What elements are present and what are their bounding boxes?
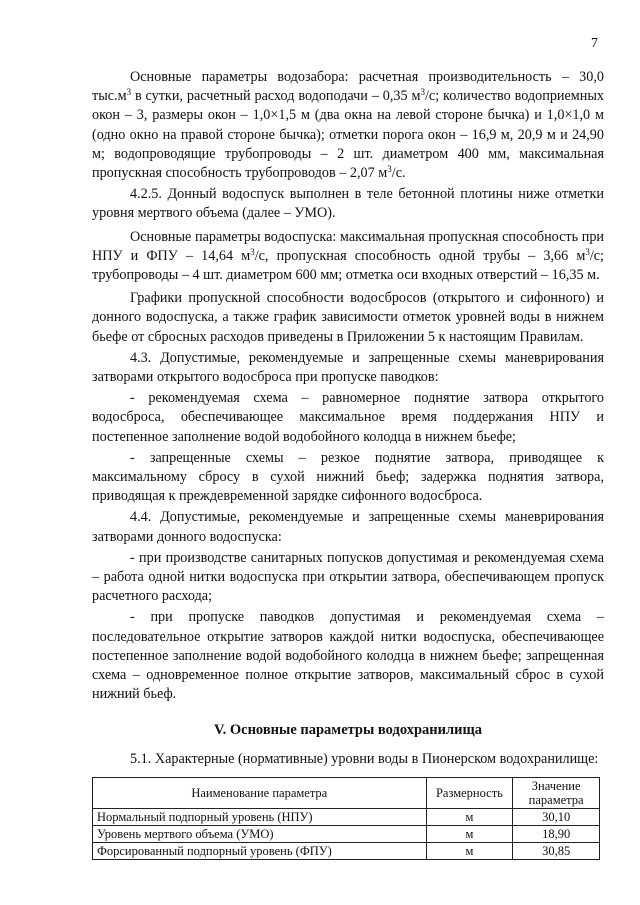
- paragraph-flood-passage: - при пропуске паводков допустимая и рекомендуемая схема – последовательное открытие затворов каждой нитки водоспуска, обеспечивающее постепенное заполнение водой водобойного колодца в нижнем бьефе; запрещенная схема – одновременное полное открытие затворов, максимальный сброс в сухой нижний бьеф.: [92, 609, 604, 703]
- paragraph-sanitary-releases: - при производстве санитарных попусков допустимая и рекомендуемая схема – работа одной нитки водоспуска при открытии затвора, обеспечивающем пропуск расчетного расхода;: [92, 549, 604, 605]
- table-row: [93, 825, 600, 842]
- page-number: 7: [591, 36, 598, 51]
- table-header-row: [93, 777, 600, 808]
- table-cell: 18,90: [513, 825, 600, 842]
- column-header: Наименование параметра: [93, 777, 427, 808]
- table-row: [93, 842, 600, 859]
- paragraph-graphs: Графики пропускной способности водосбросов (открытого и сифонного) и донного водоспуска, а также график зависимости отметок уровней воды в нижнем бьефе от сбросных расходов приведены в Приложении 5 к настоящим Правилам.: [92, 290, 604, 345]
- superscript: 3: [126, 87, 132, 98]
- superscript: 3: [585, 246, 590, 257]
- table-cell: м: [426, 808, 513, 825]
- table-cell: Нормальный подпорный уровень (НПУ): [93, 808, 427, 825]
- document-body: [92, 68, 604, 860]
- text-run: Основные параметры водозабора: расчетная производительность – 30,0 тыс.м: [92, 69, 604, 105]
- paragraph-4-3: 4.3. Допустимые, рекомендуемые и запрещенные схемы маневрирования затворами открытого водосброса при пропуске паводков:: [92, 349, 604, 386]
- text-run: /с; трубопроводы – 4 шт. диаметром 600 мм; отметка оси входных отверстий – 16,35 м.: [92, 247, 604, 284]
- column-header: Значение параметра: [513, 777, 600, 808]
- table-cell: м: [426, 842, 513, 859]
- table-row: [93, 808, 600, 825]
- paragraph-5-1: 5.1. Характерные (нормативные) уровни воды в Пионерском водохранилище:: [130, 750, 599, 767]
- text-run: Основные параметры водоспуска: максимальная пропускная способность при НПУ и ФПУ – 14,64 м: [92, 228, 604, 264]
- text-run: /с.: [391, 165, 406, 182]
- table-cell: 30,10: [513, 808, 600, 825]
- paragraph-recommended-scheme: - рекомендуемая схема – равномерное поднятие затвора открытого водосброса, обеспечивающее максимальное время поддержания НПУ и постепенное заполнение водой водобойного колодца в нижнем бьефе;: [92, 390, 604, 445]
- paragraph-outlet-params: [92, 228, 604, 286]
- section-heading: V. Основные параметры водохранилища: [214, 721, 482, 738]
- table-cell: м: [426, 825, 513, 842]
- column-header: Размерность: [426, 777, 513, 808]
- superscript: 3: [420, 87, 425, 98]
- paragraph-water-intake: [92, 68, 604, 183]
- paragraph-forbidden-schemes: - запрещенные схемы – резкое поднятие затвора, приводящее к максимальному сбросу в сухой нижний бьеф; задержка поднятия затвора, приводящая к преждевременной зарядке сифонного водосброса.: [92, 449, 604, 505]
- paragraph-4-2-5: 4.2.5. Донный водоспуск выполнен в теле бетонной плотины ниже отметки уровня мертвого объема (далее – УМО).: [92, 186, 604, 222]
- table-cell: Уровень мертвого объема (УМО): [93, 825, 427, 842]
- superscript: 3: [250, 246, 255, 257]
- text-run: /с; количество водоприемных окон – 3, размеры окон – 1,0×1,5 м (два окна на левой стороне бычка) и 1,0×1,0 м (одно окно на правой стороне бычка); отметки порога окон – 16,9 м, 20,9 м и 24,90 м; водопроводящие трубопроводы – 2 шт. диаметром 400 мм, максимальная пропускная способность трубопроводов – 2,07 м: [92, 88, 605, 182]
- paragraph-4-4: 4.4. Допустимые, рекомендуемые и запрещенные схемы маневрирования затворами донного водоспуска:: [92, 509, 604, 545]
- table-cell: 30,85: [513, 842, 600, 859]
- text-run: /с, пропускная способность одной трубы – 3,66 м: [254, 247, 586, 264]
- table-cell: Форсированный подпорный уровень (ФПУ): [93, 842, 427, 859]
- water-levels-table: [92, 777, 600, 860]
- text-run: в сутки, расчетный расход водоподачи – 0,35 м: [131, 88, 421, 105]
- superscript: 3: [387, 164, 392, 175]
